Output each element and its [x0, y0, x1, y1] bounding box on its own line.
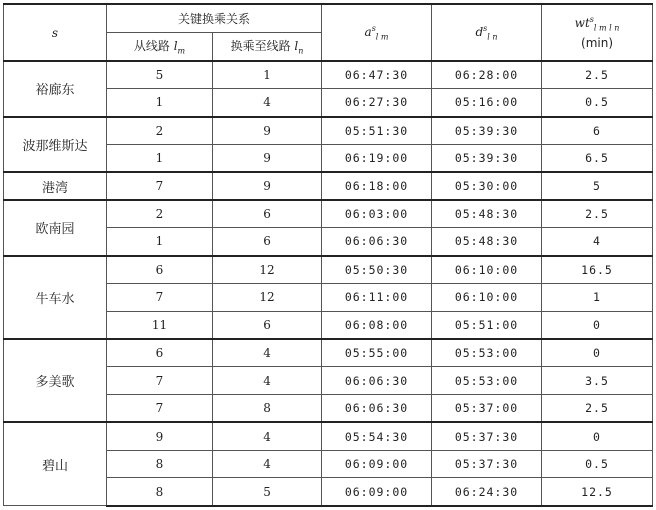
wait-time-cell: 6 — [542, 117, 653, 145]
arrival-time-cell: 06:06:30 — [322, 367, 432, 395]
arrival-time-cell: 05:51:30 — [322, 117, 432, 145]
arrival-time-cell: 05:54:30 — [322, 422, 432, 450]
arrival-header: $a^s_{l m}$ — [322, 4, 432, 61]
station-name: 欧南园 — [4, 200, 107, 256]
to-line-cell: 1 — [213, 61, 322, 89]
table-row — [4, 200, 653, 228]
from-line-cell: 2 — [107, 117, 213, 145]
station-name: 港湾 — [4, 172, 107, 200]
from-line-cell: 7 — [107, 395, 213, 423]
to-line-cell: 8 — [213, 395, 322, 423]
wait-time-cell: 0.5 — [542, 89, 653, 117]
departure-time-cell: 05:48:30 — [432, 228, 542, 256]
from-line-cell: 7 — [107, 367, 213, 395]
departure-time-cell: 05:51:00 — [432, 311, 542, 339]
to-line-cell: 12 — [213, 283, 322, 311]
to-line-cell: 12 — [213, 256, 322, 284]
from-line-cell: 8 — [107, 450, 213, 478]
table-row — [4, 256, 653, 284]
to-line-cell: 9 — [213, 172, 322, 200]
wait-time-cell: 16.5 — [542, 256, 653, 284]
wait-time-cell: 6.5 — [542, 144, 653, 172]
departure-time-cell: 05:16:00 — [432, 89, 542, 117]
wait-time-cell: 5 — [542, 172, 653, 200]
departure-time-cell: 05:37:30 — [432, 422, 542, 450]
table-row — [4, 422, 653, 450]
wait-time-cell: 2.5 — [542, 395, 653, 423]
wait-header: $wt^s_{l m l n}$ (min) — [542, 4, 653, 61]
to-line-cell: 4 — [213, 339, 322, 367]
to-line-cell: 4 — [213, 89, 322, 117]
arrival-time-cell: 06:09:00 — [322, 450, 432, 478]
to-line-cell: 4 — [213, 422, 322, 450]
arrival-time-cell: 06:11:00 — [322, 283, 432, 311]
arrival-time-cell: 06:03:00 — [322, 200, 432, 228]
table-row — [4, 61, 653, 89]
from-line-cell: 6 — [107, 256, 213, 284]
departure-time-cell: 06:24:30 — [432, 478, 542, 506]
arrival-time-cell: 05:50:30 — [322, 256, 432, 284]
arrival-time-cell: 06:09:00 — [322, 478, 432, 506]
wait-time-cell: 4 — [542, 228, 653, 256]
arrival-time-cell: 06:06:30 — [322, 228, 432, 256]
table-row — [4, 117, 653, 145]
arrival-time-cell: 06:08:00 — [322, 311, 432, 339]
from-line-header: 从线路 $l_m$ — [107, 33, 213, 62]
arrival-time-cell: 06:06:30 — [322, 395, 432, 423]
wait-time-cell: 2.5 — [542, 61, 653, 89]
from-line-cell: 7 — [107, 172, 213, 200]
wait-time-cell: 2.5 — [542, 200, 653, 228]
departure-time-cell: 05:39:30 — [432, 144, 542, 172]
departure-time-cell: 06:28:00 — [432, 61, 542, 89]
arrival-time-cell: 05:55:00 — [322, 339, 432, 367]
to-line-cell: 6 — [213, 200, 322, 228]
to-line-cell: 9 — [213, 144, 322, 172]
from-line-cell: 2 — [107, 200, 213, 228]
arrival-time-cell: 06:19:00 — [322, 144, 432, 172]
station-name: 波那维斯达 — [4, 117, 107, 173]
station-name: 碧山 — [4, 422, 107, 505]
departure-time-cell: 05:30:00 — [432, 172, 542, 200]
station-name: 牛车水 — [4, 256, 107, 339]
to-line-cell: 5 — [213, 478, 322, 506]
from-line-cell: 9 — [107, 422, 213, 450]
departure-time-cell: 05:37:00 — [432, 395, 542, 423]
departure-time-cell: 05:53:00 — [432, 339, 542, 367]
to-line-cell: 6 — [213, 311, 322, 339]
to-line-header: 换乘至线路 $l_n$ — [213, 33, 322, 62]
departure-time-cell: 06:10:00 — [432, 283, 542, 311]
wait-time-cell: 0 — [542, 339, 653, 367]
to-line-cell: 4 — [213, 367, 322, 395]
departure-time-cell: 05:53:00 — [432, 367, 542, 395]
transfer-table — [3, 3, 653, 507]
arrival-time-cell: 06:47:30 — [322, 61, 432, 89]
transfer-group-header: 关键换乘关系 — [107, 4, 322, 33]
table-row — [4, 339, 653, 367]
from-line-cell: 6 — [107, 339, 213, 367]
station-name: 多美歌 — [4, 339, 107, 422]
table-row — [4, 172, 653, 200]
from-line-cell: 11 — [107, 311, 213, 339]
from-line-cell: 5 — [107, 61, 213, 89]
departure-time-cell: 05:39:30 — [432, 117, 542, 145]
wait-time-cell: 3.5 — [542, 367, 653, 395]
from-line-cell: 1 — [107, 89, 213, 117]
transfer-table-container — [3, 3, 652, 507]
departure-header: $d^s_{l n}$ — [432, 4, 542, 61]
to-line-cell: 4 — [213, 450, 322, 478]
from-line-cell: 8 — [107, 478, 213, 506]
station-name: 裕廊东 — [4, 61, 107, 117]
wait-time-cell: 1 — [542, 283, 653, 311]
wait-time-cell: 0 — [542, 422, 653, 450]
station-header: s — [4, 4, 107, 61]
departure-time-cell: 05:37:30 — [432, 450, 542, 478]
wait-time-cell: 0 — [542, 311, 653, 339]
from-line-cell: 1 — [107, 228, 213, 256]
arrival-time-cell: 06:27:30 — [322, 89, 432, 117]
departure-time-cell: 06:10:00 — [432, 256, 542, 284]
from-line-cell: 1 — [107, 144, 213, 172]
wait-time-cell: 12.5 — [542, 478, 653, 506]
wait-time-cell: 0.5 — [542, 450, 653, 478]
to-line-cell: 6 — [213, 228, 322, 256]
from-line-cell: 7 — [107, 283, 213, 311]
table-body — [4, 61, 653, 506]
arrival-time-cell: 06:18:00 — [322, 172, 432, 200]
to-line-cell: 9 — [213, 117, 322, 145]
departure-time-cell: 05:48:30 — [432, 200, 542, 228]
